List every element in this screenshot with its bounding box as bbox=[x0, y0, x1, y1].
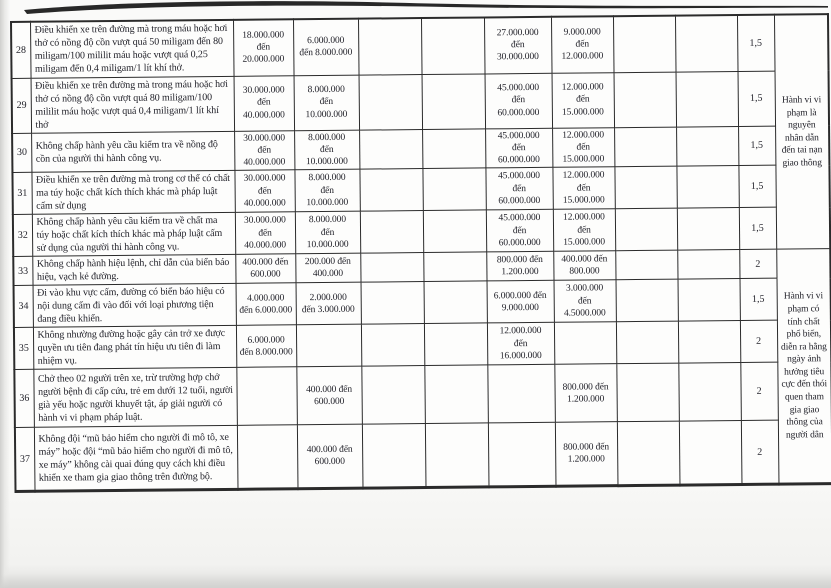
fine-cell: 800.000 đến 1.200.000 bbox=[486, 252, 553, 282]
fine-cell bbox=[676, 166, 738, 209]
ordinal-cell: 34 bbox=[14, 286, 33, 328]
fine-cell bbox=[678, 279, 740, 322]
fine-cell bbox=[617, 421, 680, 486]
description-cell: Không đội “mũ bảo hiểm cho người đi mô tô, xe máy” hoặc đội “mũ bảo hiểm cho người đi mô tô, xe máy” không cài quai đúng quy cách khi điều khiển xe tham gia giao thông trên đường bộ. bbox=[34, 426, 238, 492]
fine-cell: 12.000.000 đến 16.000.000 bbox=[487, 323, 554, 366]
fine-cell bbox=[359, 129, 422, 169]
fine-cell: 30.000.000 đến 40.000.000 bbox=[234, 75, 295, 131]
fine-cell: 200.000 đến 400.000 bbox=[295, 254, 360, 284]
fine-cell: 9.000.000 đến 12.000.000 bbox=[551, 16, 614, 73]
scan-shadow-left bbox=[0, 0, 10, 588]
ratio-cell: 1,5 bbox=[738, 126, 775, 166]
description-cell: Chở theo 02 người trên xe, trừ trường hợp chở người bệnh đi cấp cứu, trẻ em dưới 12 tuổi, người già yếu hoặc người khuyết tật, áp giải người có hành vi vi phạm pháp luật. bbox=[33, 368, 237, 428]
fine-cell: 30.000.000 đến 40.000.000 bbox=[234, 130, 294, 170]
ratio-cell: 1,5 bbox=[740, 279, 777, 321]
fine-cell bbox=[422, 168, 485, 211]
fine-cell: 400.000 đến 600.000 bbox=[297, 425, 363, 490]
fine-cell: 8.000.000 đến 10.000.000 bbox=[294, 170, 359, 213]
fine-cell bbox=[424, 323, 487, 366]
fine-cell bbox=[554, 322, 616, 365]
fine-cell: 2.000.000 đến 3.000.000 bbox=[296, 283, 361, 326]
fine-cell bbox=[615, 208, 677, 251]
fine-cell bbox=[616, 279, 678, 322]
fine-cell: 45.000.000 đến 60.000.000 bbox=[486, 210, 553, 253]
fine-cell: 45.000.000 đến 60.000.000 bbox=[485, 128, 552, 169]
description-cell: Không chấp hành hiệu lệnh, chỉ dẫn của biển báo hiệu, vạch kẻ đường. bbox=[32, 255, 235, 286]
fine-cell bbox=[614, 72, 677, 128]
fine-cell: 800.000 đến 1.200.000 bbox=[555, 422, 618, 487]
fine-cell bbox=[237, 425, 298, 490]
fine-cell bbox=[676, 71, 739, 127]
fine-cell: 8.000.000 đến 10.000.000 bbox=[295, 212, 360, 255]
fine-cell bbox=[678, 363, 741, 422]
scan-edge-mark bbox=[0, 10, 3, 36]
ratio-cell: 2 bbox=[740, 363, 778, 421]
fine-cell bbox=[676, 126, 738, 166]
fine-cell: 6.000.000 đến 8.000.000 bbox=[236, 325, 296, 368]
description-cell: Không chấp hành yêu cầu kiểm tra về chất ma túy hoặc chất kích thích khác mà pháp luật cấm sử dụng của người thi hành công vụ. bbox=[32, 213, 235, 257]
fine-cell: 400.000 đến 800.000 bbox=[553, 251, 615, 281]
fine-cell: 8.000.000 đến 10.000.000 bbox=[294, 75, 360, 131]
fine-cell bbox=[362, 424, 426, 489]
fine-cell bbox=[361, 324, 424, 367]
fine-cell bbox=[675, 15, 738, 72]
fine-cell bbox=[236, 367, 297, 426]
fine-cell bbox=[487, 365, 555, 424]
fine-cell: 6.000.000 đến 8.000.000 bbox=[293, 19, 359, 76]
fine-cell: 30.000.000 đến 40.000.000 bbox=[235, 212, 295, 255]
fine-cell bbox=[678, 321, 740, 364]
fine-cell bbox=[361, 366, 425, 425]
ordinal-cell: 33 bbox=[13, 257, 32, 286]
fine-cell bbox=[424, 365, 488, 424]
fine-cell bbox=[360, 253, 423, 283]
fine-cell: 800.000 đến 1.200.000 bbox=[554, 364, 617, 423]
ratio-cell: 1,5 bbox=[738, 166, 775, 208]
fine-cell: 27.000.000 đến 30.000.000 bbox=[484, 17, 552, 74]
fine-cell bbox=[616, 363, 679, 422]
fines-table bbox=[10, 13, 831, 493]
fine-cell bbox=[359, 169, 422, 212]
fine-cell bbox=[677, 250, 739, 280]
fine-cell: 4.000.000 đến 6.000.000 bbox=[236, 283, 296, 326]
table-row bbox=[15, 420, 831, 492]
ordinal-cell: 30 bbox=[12, 133, 31, 173]
fine-cell bbox=[423, 252, 486, 282]
fine-cell bbox=[679, 421, 742, 486]
fine-cell bbox=[296, 325, 361, 368]
fine-cell bbox=[421, 17, 485, 74]
ratio-cell: 1,5 bbox=[738, 71, 776, 126]
fine-cell: 12.000.000 đến 15.000.000 bbox=[552, 167, 614, 210]
fine-cell bbox=[616, 321, 678, 364]
fine-cell bbox=[423, 210, 486, 253]
table-row bbox=[11, 14, 828, 78]
ordinal-cell: 31 bbox=[12, 173, 31, 215]
ordinal-cell: 36 bbox=[14, 370, 34, 428]
description-cell: Không nhường đường hoặc gây cản trở xe được quyền ưu tiên đang phát tín hiệu ưu tiên đi làm nhiệm vụ. bbox=[33, 326, 236, 370]
fine-cell bbox=[358, 18, 422, 75]
fine-cell bbox=[425, 423, 489, 488]
ordinal-cell: 37 bbox=[15, 428, 35, 492]
fine-cell bbox=[360, 211, 423, 254]
fine-cell: 12.000.000 đến 15.000.000 bbox=[552, 72, 615, 128]
table-sheet bbox=[10, 13, 831, 493]
fine-cell bbox=[614, 167, 676, 210]
ordinal-cell: 28 bbox=[11, 22, 31, 78]
description-cell: Đi vào khu vực cấm, đường có biển báo hiệu có nội dung cấm đi vào đối với loại phương tiện đang điều khiển. bbox=[33, 284, 236, 328]
fine-cell: 6.000.000 đến 9.000.000 bbox=[487, 281, 554, 324]
fine-cell: 400.000 đến 600.000 bbox=[235, 254, 295, 284]
description-cell: Điều khiển xe trên đường mà trong máu hoặc hơi thở có nồng độ cồn vượt quá 50 miligam đến 80 miligam/100 mililit máu hoặc vượt quá 0,25 miligam đến 0,4 miligam/1 lít khí thở. bbox=[30, 20, 234, 78]
ratio-cell: 2 bbox=[741, 421, 779, 485]
fine-cell: 45.000.000 đến 60.000.000 bbox=[485, 168, 552, 211]
fine-cell bbox=[615, 250, 677, 280]
fine-cell bbox=[359, 74, 423, 130]
ordinal-cell: 32 bbox=[13, 215, 32, 257]
note-cell: Hành vi vi phạm là nguyên nhân dẫn đến tai nạn giao thông bbox=[774, 14, 830, 249]
fine-cell bbox=[422, 128, 485, 168]
table-row bbox=[12, 70, 829, 133]
note-cell: Hành vi vi phạm có tính chất phổ biến, diễn ra hằng ngày ảnh hưởng tiêu cực đến thói quen tham gia giao thông của người dân bbox=[776, 249, 831, 485]
ratio-cell: 1,5 bbox=[737, 15, 775, 71]
table-row bbox=[14, 362, 831, 428]
fine-cell: 3.000.000 đến 4.5000.000 bbox=[554, 280, 616, 323]
description-cell: Điều khiển xe trên đường mà trong máu hoặc hơi thở có nồng độ cồn vượt quá 80 miligam/100 mililit máu hoặc vượt quá 0,4 miligam/1 lít khí thở bbox=[31, 76, 235, 133]
fine-cell bbox=[613, 16, 676, 73]
fine-cell: 400.000 đến 600.000 bbox=[296, 367, 362, 426]
fine-cell: 12.000.000 đến 15.000.000 bbox=[552, 127, 614, 167]
ratio-cell: 2 bbox=[739, 250, 776, 279]
fine-cell: 12.000.000 đến 15.000.000 bbox=[553, 209, 615, 252]
fine-cell bbox=[677, 208, 739, 251]
fine-cell bbox=[614, 127, 676, 167]
ordinal-cell: 35 bbox=[14, 328, 33, 370]
ratio-cell: 2 bbox=[740, 321, 777, 363]
fine-cell bbox=[488, 423, 556, 488]
scan-shadow-bottom bbox=[0, 574, 831, 588]
fine-cell: 18.000.000 đến 20.000.000 bbox=[233, 19, 294, 76]
fine-cell: 8.000.000 đến 10.000.000 bbox=[294, 130, 359, 171]
description-cell: Không chấp hành yêu cầu kiểm tra về nồng độ cồn của người thi hành công vụ. bbox=[31, 131, 234, 173]
ratio-cell: 1,5 bbox=[739, 208, 776, 250]
fine-cell bbox=[422, 73, 486, 129]
description-cell: Điều khiển xe trên đường mà trong cơ thể có chất ma túy hoặc chất kích thích khác mà pháp luật cấm sử dụng bbox=[31, 171, 234, 215]
fine-cell: 30.000.000 đến 40.000.000 bbox=[234, 170, 294, 213]
fine-cell bbox=[361, 282, 424, 325]
ordinal-cell: 29 bbox=[12, 78, 32, 133]
fine-cell bbox=[424, 281, 487, 324]
fine-cell: 45.000.000 đến 60.000.000 bbox=[485, 73, 553, 129]
